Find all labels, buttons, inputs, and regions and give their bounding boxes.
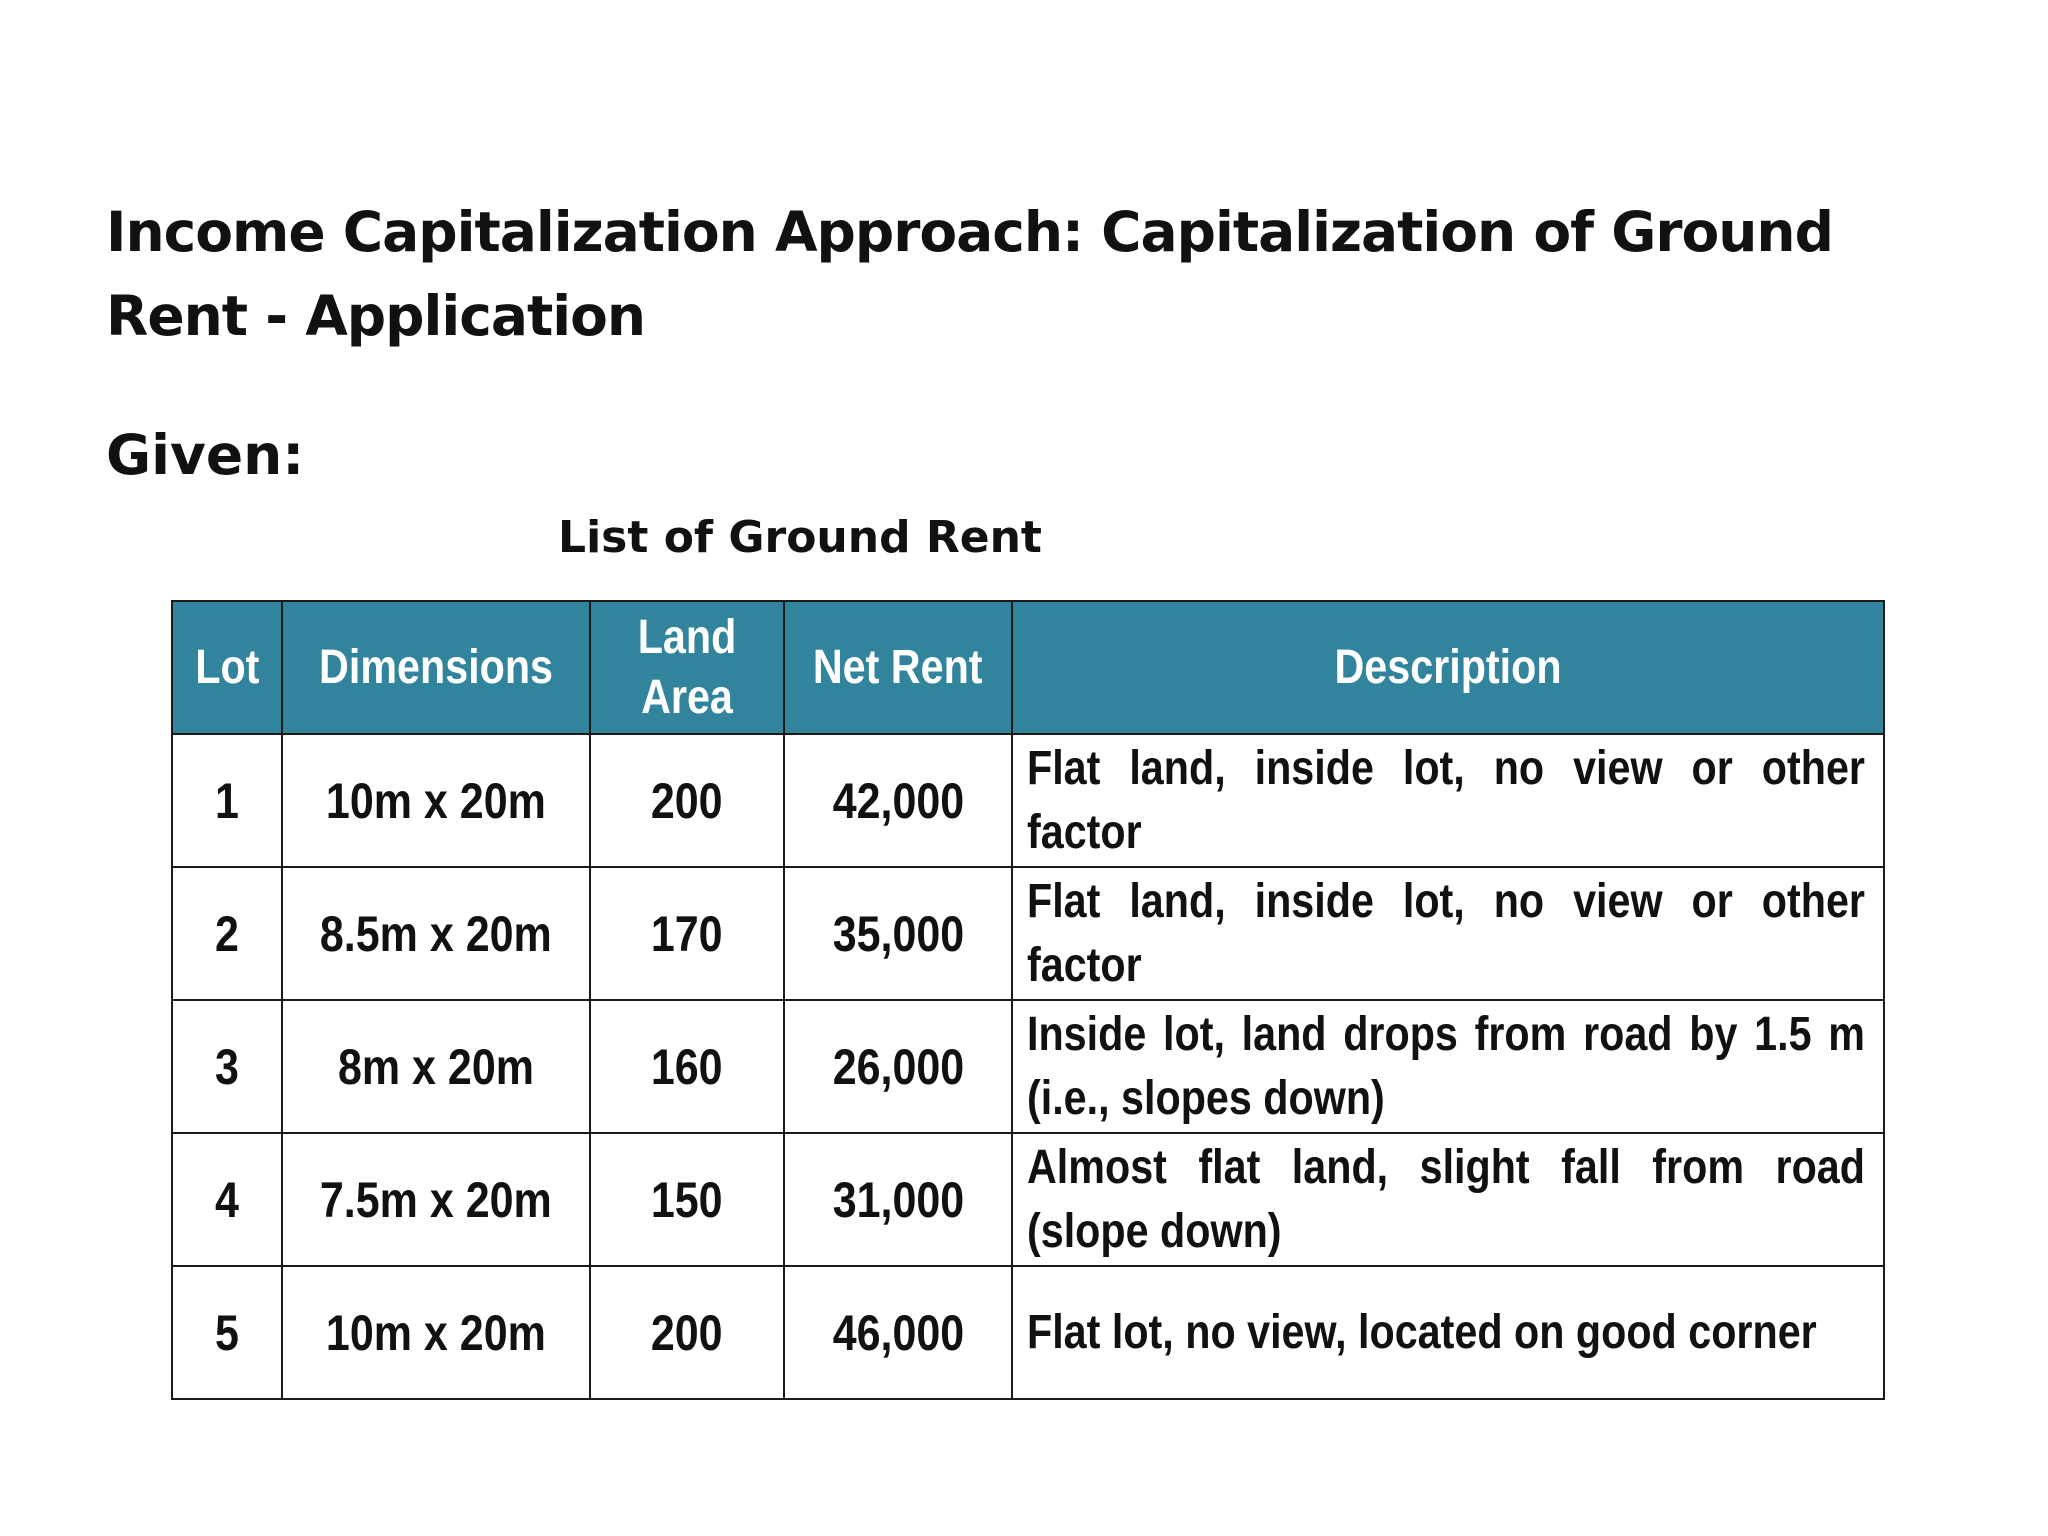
header-lot: Lot [172,601,282,734]
cell-dimensions: 10m x 20m [282,1266,590,1399]
cell-dimensions: 8m x 20m [282,1000,590,1133]
cell-description: Inside lot, land drops from road by 1.5 m (i.e., slopes down) [1012,1000,1884,1133]
cell-description: Flat lot, no view, located on good corner [1012,1266,1884,1399]
cell-description: Almost flat land, slight fall from road (slope down) [1012,1133,1884,1266]
table-header-row [172,601,1884,734]
cell-lot: 2 [172,867,282,1000]
table-row [172,1133,1884,1266]
cell-land-area: 150 [590,1133,784,1266]
header-net-rent: Net Rent [784,601,1012,734]
cell-land-area: 200 [590,1266,784,1399]
cell-description: Flat land, inside lot, no view or other factor [1012,867,1884,1000]
table-row [172,1266,1884,1399]
cell-lot: 3 [172,1000,282,1133]
cell-net-rent: 31,000 [784,1133,1012,1266]
cell-dimensions: 8.5m x 20m [282,867,590,1000]
header-dimensions: Dimensions [282,601,590,734]
cell-description: Flat land, inside lot, no view or other factor [1012,734,1884,867]
cell-dimensions: 7.5m x 20m [282,1133,590,1266]
cell-net-rent: 26,000 [784,1000,1012,1133]
given-label: Given: [106,423,305,487]
cell-net-rent: 46,000 [784,1266,1012,1399]
cell-lot: 4 [172,1133,282,1266]
slide-title: Income Capitalization Approach: Capitalization of Ground Rent - Application [106,200,1833,348]
table-row [172,734,1884,867]
cell-net-rent: 35,000 [784,867,1012,1000]
cell-land-area: 170 [590,867,784,1000]
table-row [172,867,1884,1000]
table-caption: List of Ground Rent [558,512,1042,563]
cell-land-area: 160 [590,1000,784,1133]
table-row [172,1000,1884,1133]
cell-lot: 1 [172,734,282,867]
ground-rent-table [171,600,1885,1400]
cell-dimensions: 10m x 20m [282,734,590,867]
header-description: Description [1012,601,1884,734]
header-land-area: Land Area [590,601,784,734]
cell-lot: 5 [172,1266,282,1399]
cell-net-rent: 42,000 [784,734,1012,867]
cell-land-area: 200 [590,734,784,867]
